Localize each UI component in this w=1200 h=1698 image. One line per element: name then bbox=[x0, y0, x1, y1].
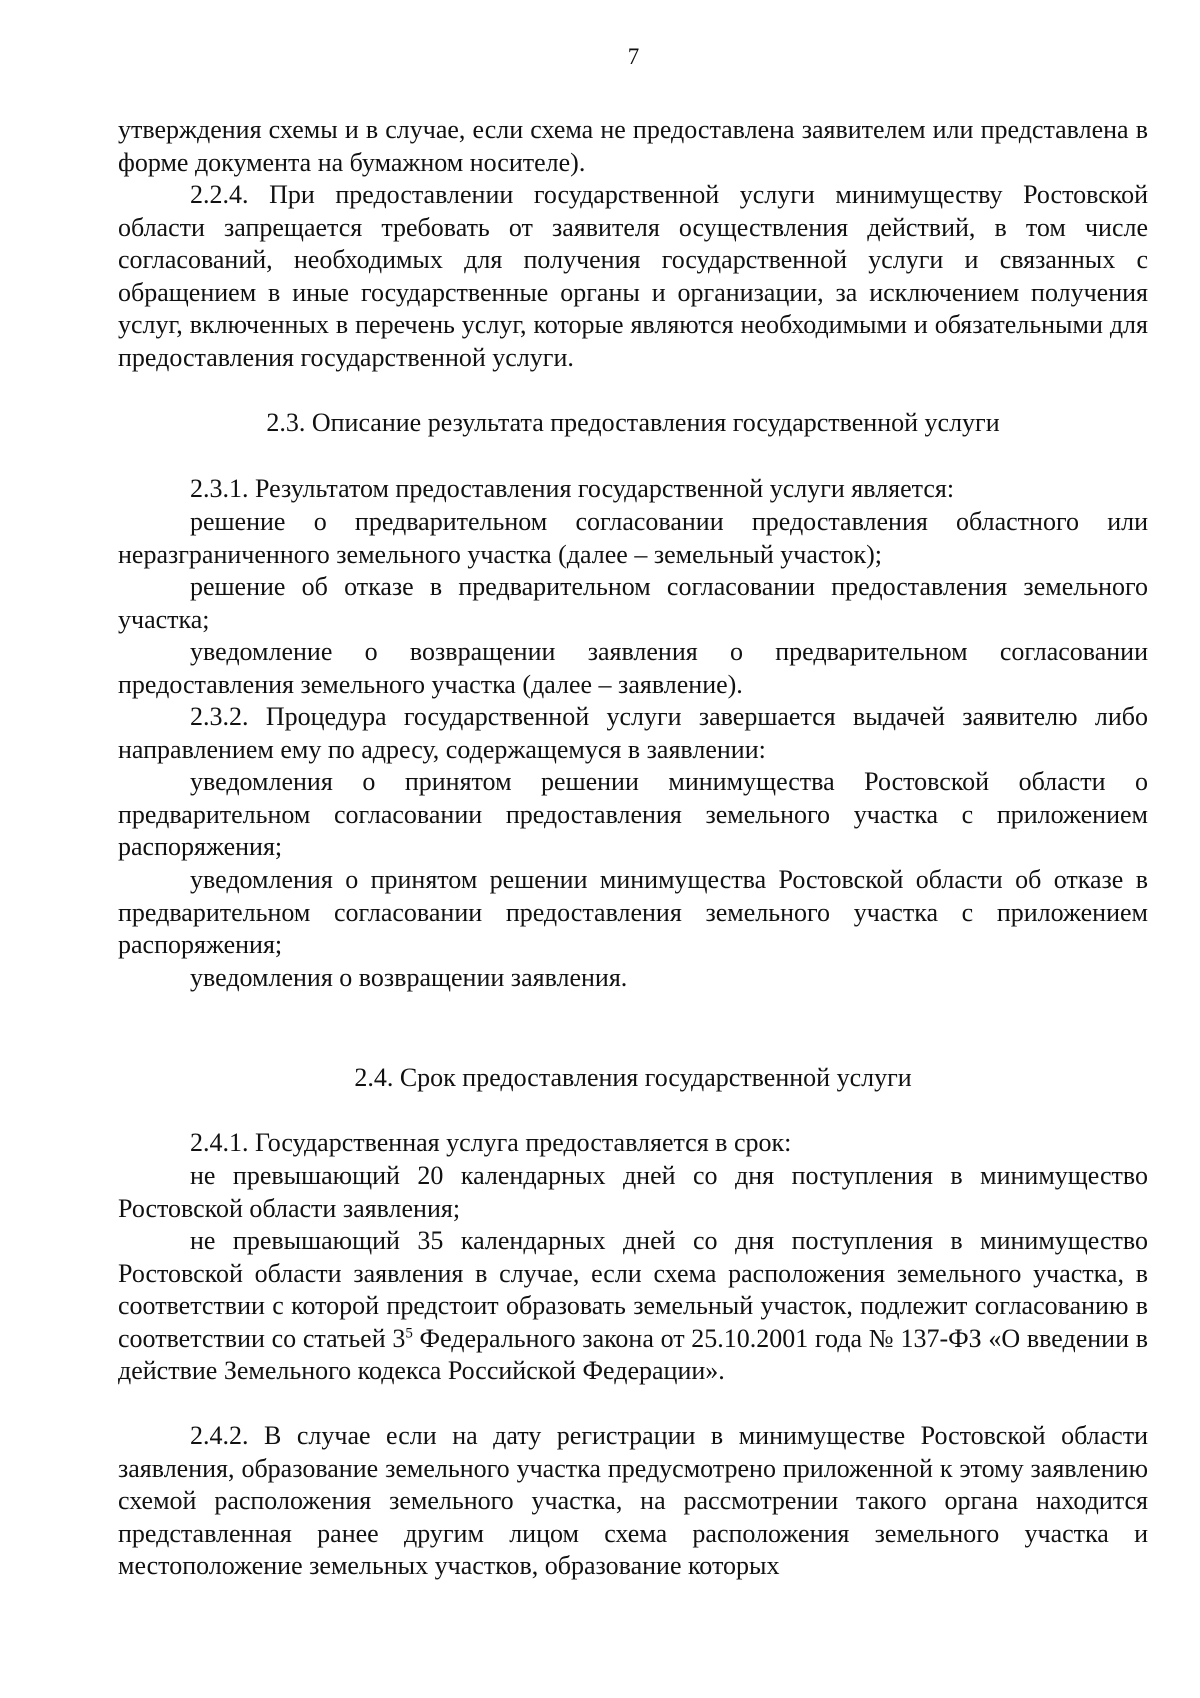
term-35-text-cont: Федерального закона от 25.10.2001 года № 137-ФЗ «О введении в действие Земельного кодекса Российской Федерации». bbox=[118, 1323, 1148, 1385]
list-item-term-20-days: не превышающий 20 календарных дней со дня поступления в минимущество Ростовской области заявления; bbox=[118, 1161, 1148, 1223]
paragraph-2-2-4: 2.2.4. При предоставлении государственной услуги минимуществу Ростовской области запрещается требовать от заявителя осуществления действий, в том числе согласований, необходимых для получения государственной услуги и связанных с обращением в иные государственные органы и организации, за исключением получения услуг, включенных в перечень услуг, которые являются необходимыми и обязательными для предоставления государственной услуги. bbox=[118, 180, 1148, 372]
section-heading-2-3: 2.3. Описание результата предоставления государственной услуги bbox=[266, 408, 1000, 437]
list-item-notice-refusal: уведомления о принятом решении минимущества Ростовской области об отказе в предварительном согласовании предоставления земельного участка с приложением распоряжения; bbox=[118, 865, 1148, 959]
paragraph-2-3-2: 2.3.2. Процедура государственной услуги завершается выдачей заявителю либо направлением ему по адресу, содержащемуся в заявлении: bbox=[118, 702, 1148, 764]
paragraph-2-3-1: 2.3.1. Результатом предоставления государственной услуги является: bbox=[190, 474, 955, 503]
paragraph-2-4-2: 2.4.2. В случае если на дату регистрации в минимуществе Ростовской области заявления, образование земельного участка предусмотрено приложенной к этому заявлению схемой расположения земельного участка, на рассмотрении такого органа находится представленная ранее другим лицом схема расположения земельного участка и местоположение земельных участков, образование которых bbox=[118, 1421, 1148, 1580]
article-superscript: 5 bbox=[405, 1324, 413, 1341]
paragraph-continuation: утверждения схемы и в случае, если схема не предоставлена заявителем или представлена в форме документа на бумажном носителе). bbox=[118, 115, 1148, 177]
page-number: 7 bbox=[627, 44, 640, 69]
term-35-text: не превышающий 35 календарных дней со дня поступления в минимущество Ростовской области заявления в случае, если схема расположения земельного участка, в соответствии с которой предстоит образовать земельный участок, подлежит согласованию в соответствии со статьей 3 bbox=[118, 1226, 1148, 1353]
list-item-notice-approval: уведомления о принятом решении минимущества Ростовской области о предварительном согласовании предоставления земельного участка с приложением распоряжения; bbox=[118, 767, 1148, 861]
list-item-decision-approval: решение о предварительном согласовании предоставления областного или неразграниченного земельного участка (далее – земельный участок); bbox=[118, 507, 1148, 569]
list-item-decision-refusal: решение об отказе в предварительном согласовании предоставления земельного участка; bbox=[118, 572, 1148, 634]
section-heading-2-4: 2.4. Срок предоставления государственной услуги bbox=[354, 1063, 912, 1092]
list-item-notice-return: уведомления о возвращении заявления. bbox=[190, 963, 628, 992]
paragraph-2-4-1: 2.4.1. Государственная услуга предоставляется в срок: bbox=[190, 1128, 792, 1157]
list-item-return-notice: уведомление о возвращении заявления о предварительном согласовании предоставления земельного участка (далее – заявление). bbox=[118, 637, 1148, 699]
list-item-term-35-days bbox=[118, 1225, 1148, 1388]
